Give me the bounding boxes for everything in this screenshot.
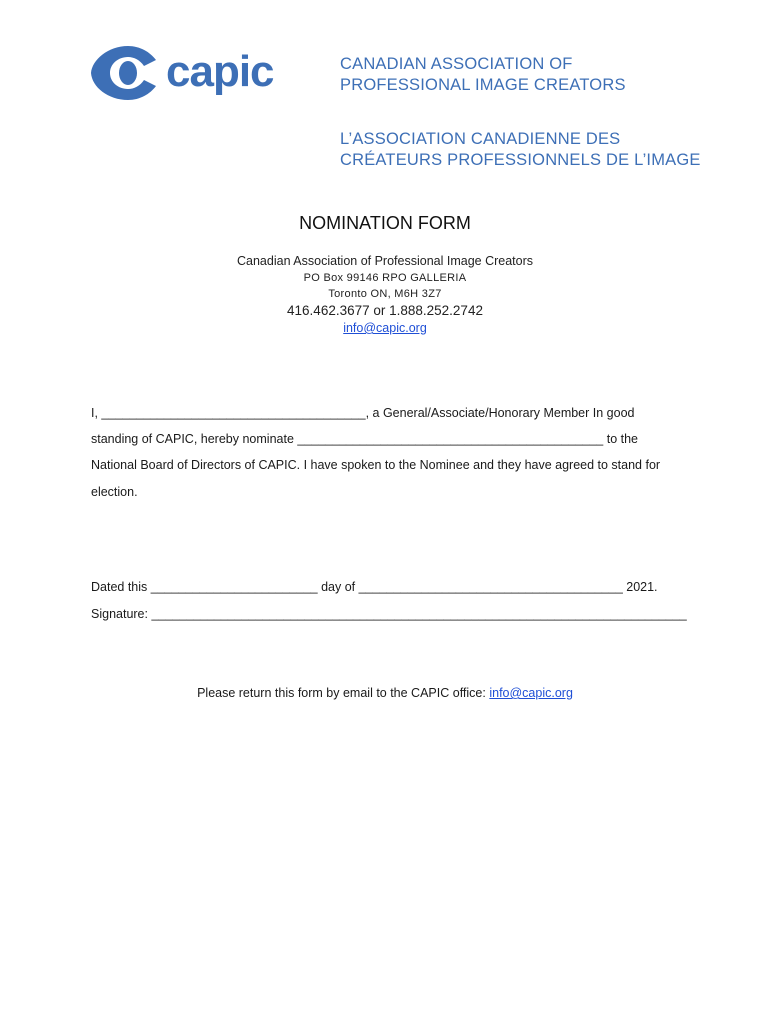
org-name-fr-line1: L’ASSOCIATION CANADIENNE DES [340, 130, 621, 148]
org-name-en-line1: CANADIAN ASSOCIATION OF [340, 55, 573, 73]
return-instructions [0, 686, 770, 700]
contact-email [0, 321, 770, 335]
nomination-line-3: National Board of Directors of CAPIC. I have spoken to the Nominee and they have agreed to stand for [91, 458, 661, 472]
org-name-en-line2: PROFESSIONAL IMAGE CREATORS [340, 76, 626, 94]
nomination-line-2: standing of CAPIC, hereby nominate ____________________________________________ to the [91, 432, 638, 446]
return-email-link[interactable]: info@capic.org [489, 686, 573, 700]
city-address: Toronto ON, M6H 3Z7 [328, 288, 442, 300]
logo-wordmark: capic [166, 47, 274, 96]
phone-numbers: 416.462.3677 or 1.888.252.2742 [287, 303, 483, 318]
capic-logo [88, 40, 318, 106]
association-name: Canadian Association of Professional Image Creators [237, 254, 533, 268]
org-name-fr-line2: CRÉATEURS PROFESSIONNELS DE L’IMAGE [340, 151, 701, 169]
po-box-address: PO Box 99146 RPO GALLERIA [303, 272, 467, 284]
organization-name-french [340, 129, 701, 171]
organization-name-english [340, 54, 626, 96]
nomination-line-1: I, ______________________________________, a General/Associate/Honorary Member In good [91, 406, 635, 420]
signature-line: Signature: _____________________________________________________________________________ [91, 607, 687, 621]
return-instructions-text: Please return this form by email to the CAPIC office: [197, 686, 490, 700]
nomination-line-4: election. [91, 485, 138, 499]
capic-logo-graphic [88, 40, 318, 106]
form-title: NOMINATION FORM [299, 213, 471, 233]
contact-email-link[interactable]: info@capic.org [343, 321, 427, 335]
dated-line: Dated this ________________________ day of ______________________________________ 2021. [91, 580, 658, 594]
